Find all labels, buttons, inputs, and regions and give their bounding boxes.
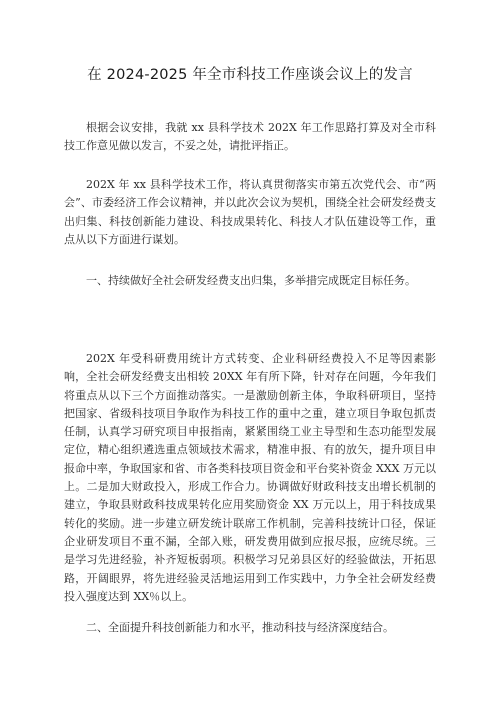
section-heading-one: 一、持续做好全社会研发经费支出归集，多举措完成既定目标任务。 bbox=[86, 274, 416, 287]
paragraph-intro: 根据会议安排，我就 xx 县科学技术 202X 年工作思路打算及对全市科技工作意见做以发言，不妥之处，请批评指正。 bbox=[64, 121, 436, 153]
document-title: 在 2024-2025 年全市科技工作座谈会议上的发言 bbox=[87, 67, 413, 83]
paragraph-overview: 202X 年 xx 县科学技术工作，将认真贯彻落实市第五次党代会、市“两会”、市委经济工作会议精神，并以此次会议为契机，围绕全社会研发经费支出归集、科技创新能力建设、科技成果转化、科技人才队伍建设等工作，重点从以下方面进行谋划。 bbox=[64, 178, 436, 246]
paragraph-section-one-body: 202X 年受科研费用统计方式转变、企业科研经费投入不足等因素影响，全社会研发经费支出相较 20XX 年有所下降，针对存在问题，今年我们将重点从以下三个方面推动落实。一是激励创新主体，争取科研项目，坚持把国家、省级科技项目争取作为科技工作的重中之重，建立项目争取包抓责任制，认真学习研究项目申报指南，紧紧围绕工业主导型和生态功能型发展定位，精心组织遴选重点领域技术需求，精准申报、有的放矢，提升项目申报命中率，争取国家和省、市各类科技项目资金和平台奖补资金 XXX 万元以上。二是加大财政投入，形成工作合力。协调做好财政科技支出增长机制的建立，争取县财政科技成果转化应用奖励资金 XX 万元以上，用于科技成果转化的奖励。进一步建立研发统计联席工作机制，完善科技统计口径，保证企业研发项目不重不漏，全部入账，研发费用做到应报尽报，应统尽统。三是学习先进经验，补齐短板弱项。积极学习兄弟县区好的经验做法，开拓思路，开阔眼界，将先进经验灵活地运用到工作实践中，力争全社会研发经费投入强度达到 XX％以上。 bbox=[64, 352, 436, 603]
section-heading-two: 二、全面提升科技创新能力和水平，推动科技与经济深度结合。 bbox=[86, 621, 394, 634]
